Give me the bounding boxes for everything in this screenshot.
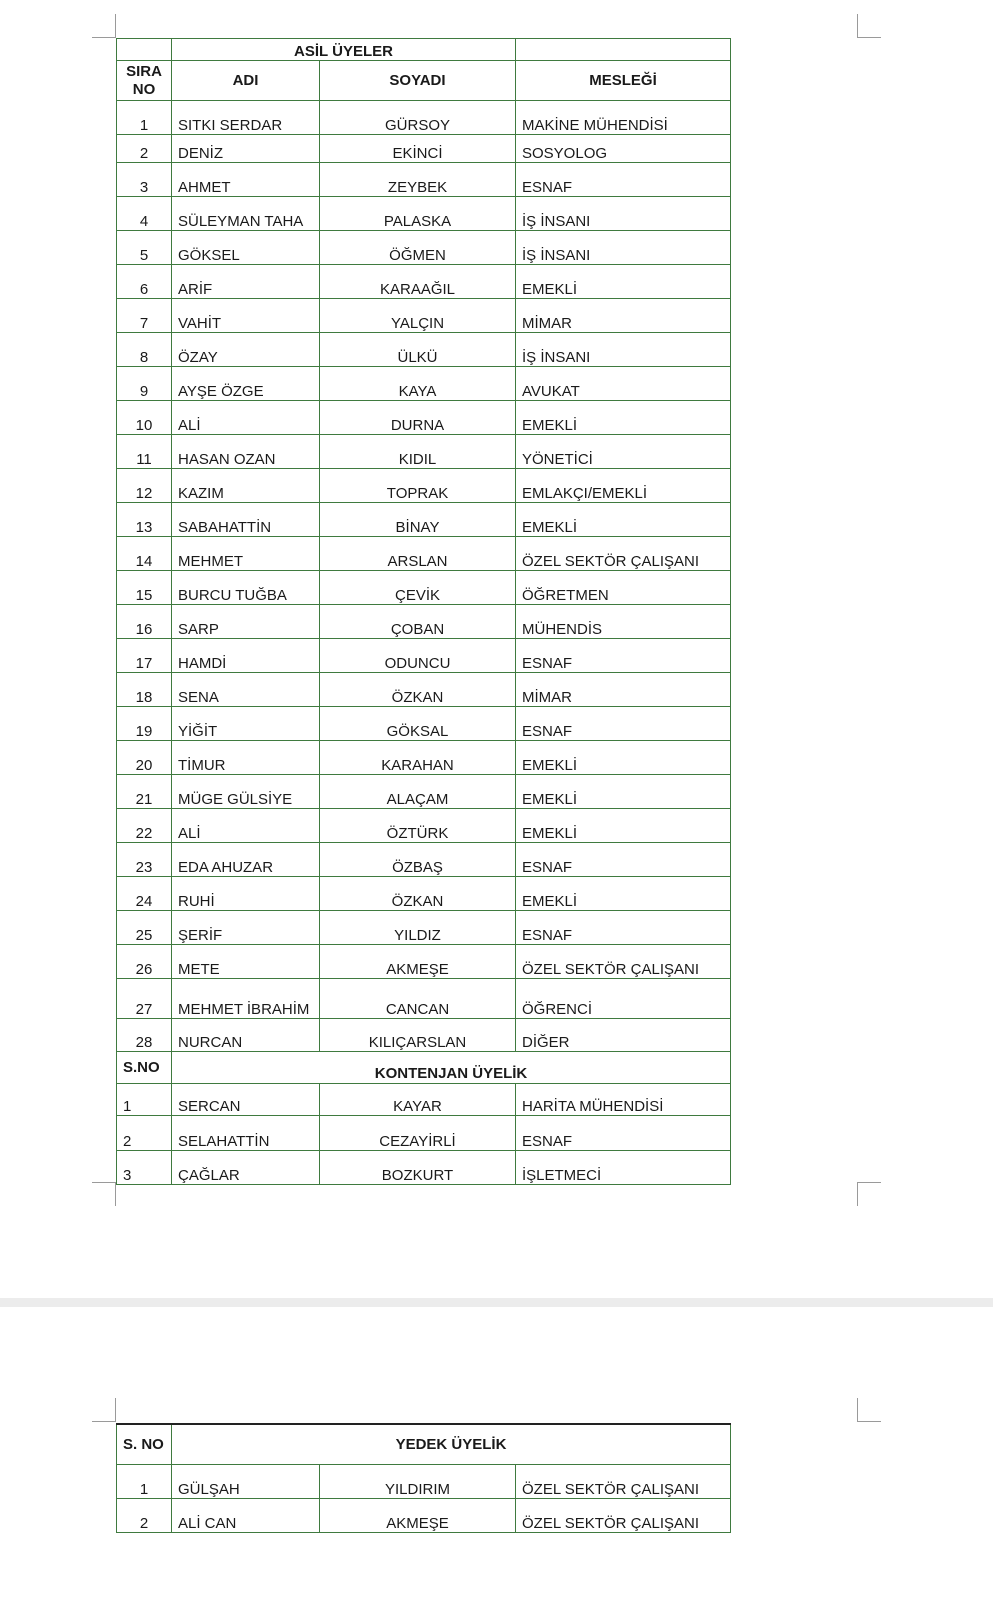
- member-name: SELAHATTİN: [172, 1116, 320, 1151]
- member-surname: ÖZKAN: [320, 877, 516, 911]
- member-name: ALİ: [172, 401, 320, 435]
- member-profession: ÖĞRETMEN: [516, 571, 731, 605]
- crop-mark: [857, 1182, 858, 1206]
- member-name: VAHİT: [172, 299, 320, 333]
- member-surname: EKİNCİ: [320, 135, 516, 163]
- member-surname: ÖZTÜRK: [320, 809, 516, 843]
- member-profession: ESNAF: [516, 163, 731, 197]
- member-profession: ESNAF: [516, 843, 731, 877]
- row-number: 12: [117, 469, 172, 503]
- member-name: SABAHATTİN: [172, 503, 320, 537]
- row-number: 26: [117, 945, 172, 979]
- member-profession: ESNAF: [516, 639, 731, 673]
- member-profession: EMEKLİ: [516, 741, 731, 775]
- row-number: 2: [117, 1116, 172, 1151]
- member-name: KAZIM: [172, 469, 320, 503]
- member-surname: CEZAYİRLİ: [320, 1116, 516, 1151]
- member-profession: İŞLETMECİ: [516, 1151, 731, 1185]
- member-name: ARİF: [172, 265, 320, 299]
- member-surname: GÖKSAL: [320, 707, 516, 741]
- row-number: 27: [117, 979, 172, 1019]
- asil-header-row: [117, 61, 731, 101]
- row-number: 7: [117, 299, 172, 333]
- crop-mark: [857, 1398, 858, 1422]
- member-surname: ZEYBEK: [320, 163, 516, 197]
- member-surname: YILDIZ: [320, 911, 516, 945]
- crop-mark: [115, 1182, 116, 1206]
- member-surname: KIDIL: [320, 435, 516, 469]
- crop-mark: [92, 37, 116, 38]
- row-number: 11: [117, 435, 172, 469]
- table-row: [117, 1498, 731, 1532]
- row-number: 5: [117, 231, 172, 265]
- member-name: MEHMET İBRAHİM: [172, 979, 320, 1019]
- member-name: ŞERİF: [172, 911, 320, 945]
- table-row: [117, 809, 731, 843]
- crop-mark: [115, 14, 116, 38]
- member-profession: YÖNETİCİ: [516, 435, 731, 469]
- crop-mark: [115, 1398, 116, 1422]
- table-row: [117, 435, 731, 469]
- member-name: YİĞİT: [172, 707, 320, 741]
- sira-no-header: SIRA NO: [117, 61, 172, 101]
- table-row: [117, 299, 731, 333]
- member-profession: ÖZEL SEKTÖR ÇALIŞANI: [516, 945, 731, 979]
- member-profession: İŞ İNSANI: [516, 231, 731, 265]
- member-surname: YILDIRIM: [320, 1464, 516, 1498]
- member-profession: ÖZEL SEKTÖR ÇALIŞANI: [516, 1464, 731, 1498]
- row-number: 13: [117, 503, 172, 537]
- table-row: [117, 163, 731, 197]
- member-profession: ÖZEL SEKTÖR ÇALIŞANI: [516, 537, 731, 571]
- table-row: [117, 571, 731, 605]
- member-name: ALİ CAN: [172, 1498, 320, 1532]
- row-number: 23: [117, 843, 172, 877]
- member-surname: KAYAR: [320, 1084, 516, 1116]
- kontenjan-no-header: S.NO: [117, 1052, 172, 1084]
- row-number: 20: [117, 741, 172, 775]
- table-row: [117, 197, 731, 231]
- member-name: AYŞE ÖZGE: [172, 367, 320, 401]
- member-surname: GÜRSOY: [320, 101, 516, 135]
- table-row: [117, 401, 731, 435]
- member-profession: AVUKAT: [516, 367, 731, 401]
- member-name: DENİZ: [172, 135, 320, 163]
- crop-mark: [857, 1182, 881, 1183]
- member-name: EDA AHUZAR: [172, 843, 320, 877]
- member-name: SENA: [172, 673, 320, 707]
- asil-uyeler-table: [116, 38, 731, 1185]
- table-row: [117, 1116, 731, 1151]
- row-number: 25: [117, 911, 172, 945]
- member-surname: KARAAĞIL: [320, 265, 516, 299]
- table-row: [117, 707, 731, 741]
- crop-mark: [92, 1182, 116, 1183]
- row-number: 8: [117, 333, 172, 367]
- member-profession: ÖZEL SEKTÖR ÇALIŞANI: [516, 1498, 731, 1532]
- member-profession: EMEKLİ: [516, 809, 731, 843]
- row-number: 3: [117, 1151, 172, 1185]
- asil-title: ASİL ÜYELER: [172, 39, 516, 61]
- row-number: 22: [117, 809, 172, 843]
- row-number: 1: [117, 1464, 172, 1498]
- row-number: 6: [117, 265, 172, 299]
- member-name: BURCU TUĞBA: [172, 571, 320, 605]
- member-surname: ÖZBAŞ: [320, 843, 516, 877]
- table-row: [117, 877, 731, 911]
- crop-mark: [857, 37, 881, 38]
- member-profession: EMLAKÇI/EMEKLİ: [516, 469, 731, 503]
- row-number: 1: [117, 101, 172, 135]
- page-separator: [0, 1298, 993, 1307]
- row-number: 2: [117, 1498, 172, 1532]
- member-name: SARP: [172, 605, 320, 639]
- member-profession: MİMAR: [516, 299, 731, 333]
- table-row: [117, 265, 731, 299]
- member-surname: ÖĞMEN: [320, 231, 516, 265]
- member-profession: EMEKLİ: [516, 503, 731, 537]
- table-row: [117, 945, 731, 979]
- member-profession: ESNAF: [516, 707, 731, 741]
- row-number: 16: [117, 605, 172, 639]
- table-row: [117, 231, 731, 265]
- member-profession: İŞ İNSANI: [516, 197, 731, 231]
- member-name: NURCAN: [172, 1019, 320, 1052]
- member-profession: ÖĞRENCİ: [516, 979, 731, 1019]
- soyadi-header: SOYADI: [320, 61, 516, 101]
- row-number: 21: [117, 775, 172, 809]
- member-profession: İŞ İNSANI: [516, 333, 731, 367]
- table-row: [117, 741, 731, 775]
- table-row: [117, 775, 731, 809]
- member-surname: ÇOBAN: [320, 605, 516, 639]
- member-name: GÜLŞAH: [172, 1464, 320, 1498]
- row-number: 15: [117, 571, 172, 605]
- member-surname: AKMEŞE: [320, 1498, 516, 1532]
- member-name: ALİ: [172, 809, 320, 843]
- member-name: ÖZAY: [172, 333, 320, 367]
- member-surname: KILIÇARSLAN: [320, 1019, 516, 1052]
- row-number: 9: [117, 367, 172, 401]
- member-profession: DİĞER: [516, 1019, 731, 1052]
- member-name: HASAN OZAN: [172, 435, 320, 469]
- member-name: MEHMET: [172, 537, 320, 571]
- member-name: TİMUR: [172, 741, 320, 775]
- member-surname: ODUNCU: [320, 639, 516, 673]
- row-number: 1: [117, 1084, 172, 1116]
- row-number: 24: [117, 877, 172, 911]
- yedek-uyelik-table: [116, 1423, 731, 1533]
- kontenjan-header-row: [117, 1052, 731, 1084]
- row-number: 14: [117, 537, 172, 571]
- member-profession: MİMAR: [516, 673, 731, 707]
- member-surname: KARAHAN: [320, 741, 516, 775]
- crop-mark: [857, 14, 858, 38]
- member-name: METE: [172, 945, 320, 979]
- table-row: [117, 605, 731, 639]
- table-row: [117, 367, 731, 401]
- crop-mark: [92, 1421, 116, 1422]
- member-surname: ALAÇAM: [320, 775, 516, 809]
- member-name: GÖKSEL: [172, 231, 320, 265]
- member-profession: MÜHENDİS: [516, 605, 731, 639]
- table-row: [117, 1019, 731, 1052]
- member-surname: ÖZKAN: [320, 673, 516, 707]
- member-profession: EMEKLİ: [516, 265, 731, 299]
- row-number: 3: [117, 163, 172, 197]
- yedek-header-row: [117, 1424, 731, 1464]
- member-surname: BİNAY: [320, 503, 516, 537]
- table-row: [117, 333, 731, 367]
- member-name: SITKI SERDAR: [172, 101, 320, 135]
- row-number: 10: [117, 401, 172, 435]
- row-number: 28: [117, 1019, 172, 1052]
- member-surname: KAYA: [320, 367, 516, 401]
- table-row: [117, 503, 731, 537]
- member-profession: ESNAF: [516, 911, 731, 945]
- table-row: [117, 673, 731, 707]
- yedek-no-header: S. NO: [117, 1424, 172, 1464]
- table-row: [117, 979, 731, 1019]
- kontenjan-title: KONTENJAN ÜYELİK: [172, 1052, 731, 1084]
- yedek-title: YEDEK ÜYELİK: [172, 1424, 731, 1464]
- member-name: MÜGE GÜLSİYE: [172, 775, 320, 809]
- member-profession: MAKİNE MÜHENDİSİ: [516, 101, 731, 135]
- table-row: [117, 843, 731, 877]
- table-row: [117, 1084, 731, 1116]
- member-surname: AKMEŞE: [320, 945, 516, 979]
- row-number: 17: [117, 639, 172, 673]
- member-profession: EMEKLİ: [516, 401, 731, 435]
- member-profession: EMEKLİ: [516, 877, 731, 911]
- member-surname: CANCAN: [320, 979, 516, 1019]
- member-surname: BOZKURT: [320, 1151, 516, 1185]
- table-row: [117, 911, 731, 945]
- member-profession: SOSYOLOG: [516, 135, 731, 163]
- member-name: AHMET: [172, 163, 320, 197]
- crop-mark: [857, 1421, 881, 1422]
- row-number: 18: [117, 673, 172, 707]
- member-surname: ARSLAN: [320, 537, 516, 571]
- table-row: [117, 1464, 731, 1498]
- member-name: SÜLEYMAN TAHA: [172, 197, 320, 231]
- member-surname: ÜLKÜ: [320, 333, 516, 367]
- table-row: [117, 537, 731, 571]
- member-name: ÇAĞLAR: [172, 1151, 320, 1185]
- row-number: 19: [117, 707, 172, 741]
- table-row: [117, 1151, 731, 1185]
- table-row: [117, 101, 731, 135]
- row-number: 4: [117, 197, 172, 231]
- member-surname: TOPRAK: [320, 469, 516, 503]
- member-profession: HARİTA MÜHENDİSİ: [516, 1084, 731, 1116]
- meslegi-header: MESLEĞİ: [516, 61, 731, 101]
- table-row: [117, 639, 731, 673]
- row-number: 2: [117, 135, 172, 163]
- member-surname: ÇEVİK: [320, 571, 516, 605]
- member-name: HAMDİ: [172, 639, 320, 673]
- member-name: RUHİ: [172, 877, 320, 911]
- member-surname: DURNA: [320, 401, 516, 435]
- member-name: SERCAN: [172, 1084, 320, 1116]
- adi-header: ADI: [172, 61, 320, 101]
- asil-title-row: [117, 39, 731, 61]
- table-row: [117, 469, 731, 503]
- member-profession: EMEKLİ: [516, 775, 731, 809]
- table-row: [117, 135, 731, 163]
- member-surname: PALASKA: [320, 197, 516, 231]
- member-profession: ESNAF: [516, 1116, 731, 1151]
- member-surname: YALÇIN: [320, 299, 516, 333]
